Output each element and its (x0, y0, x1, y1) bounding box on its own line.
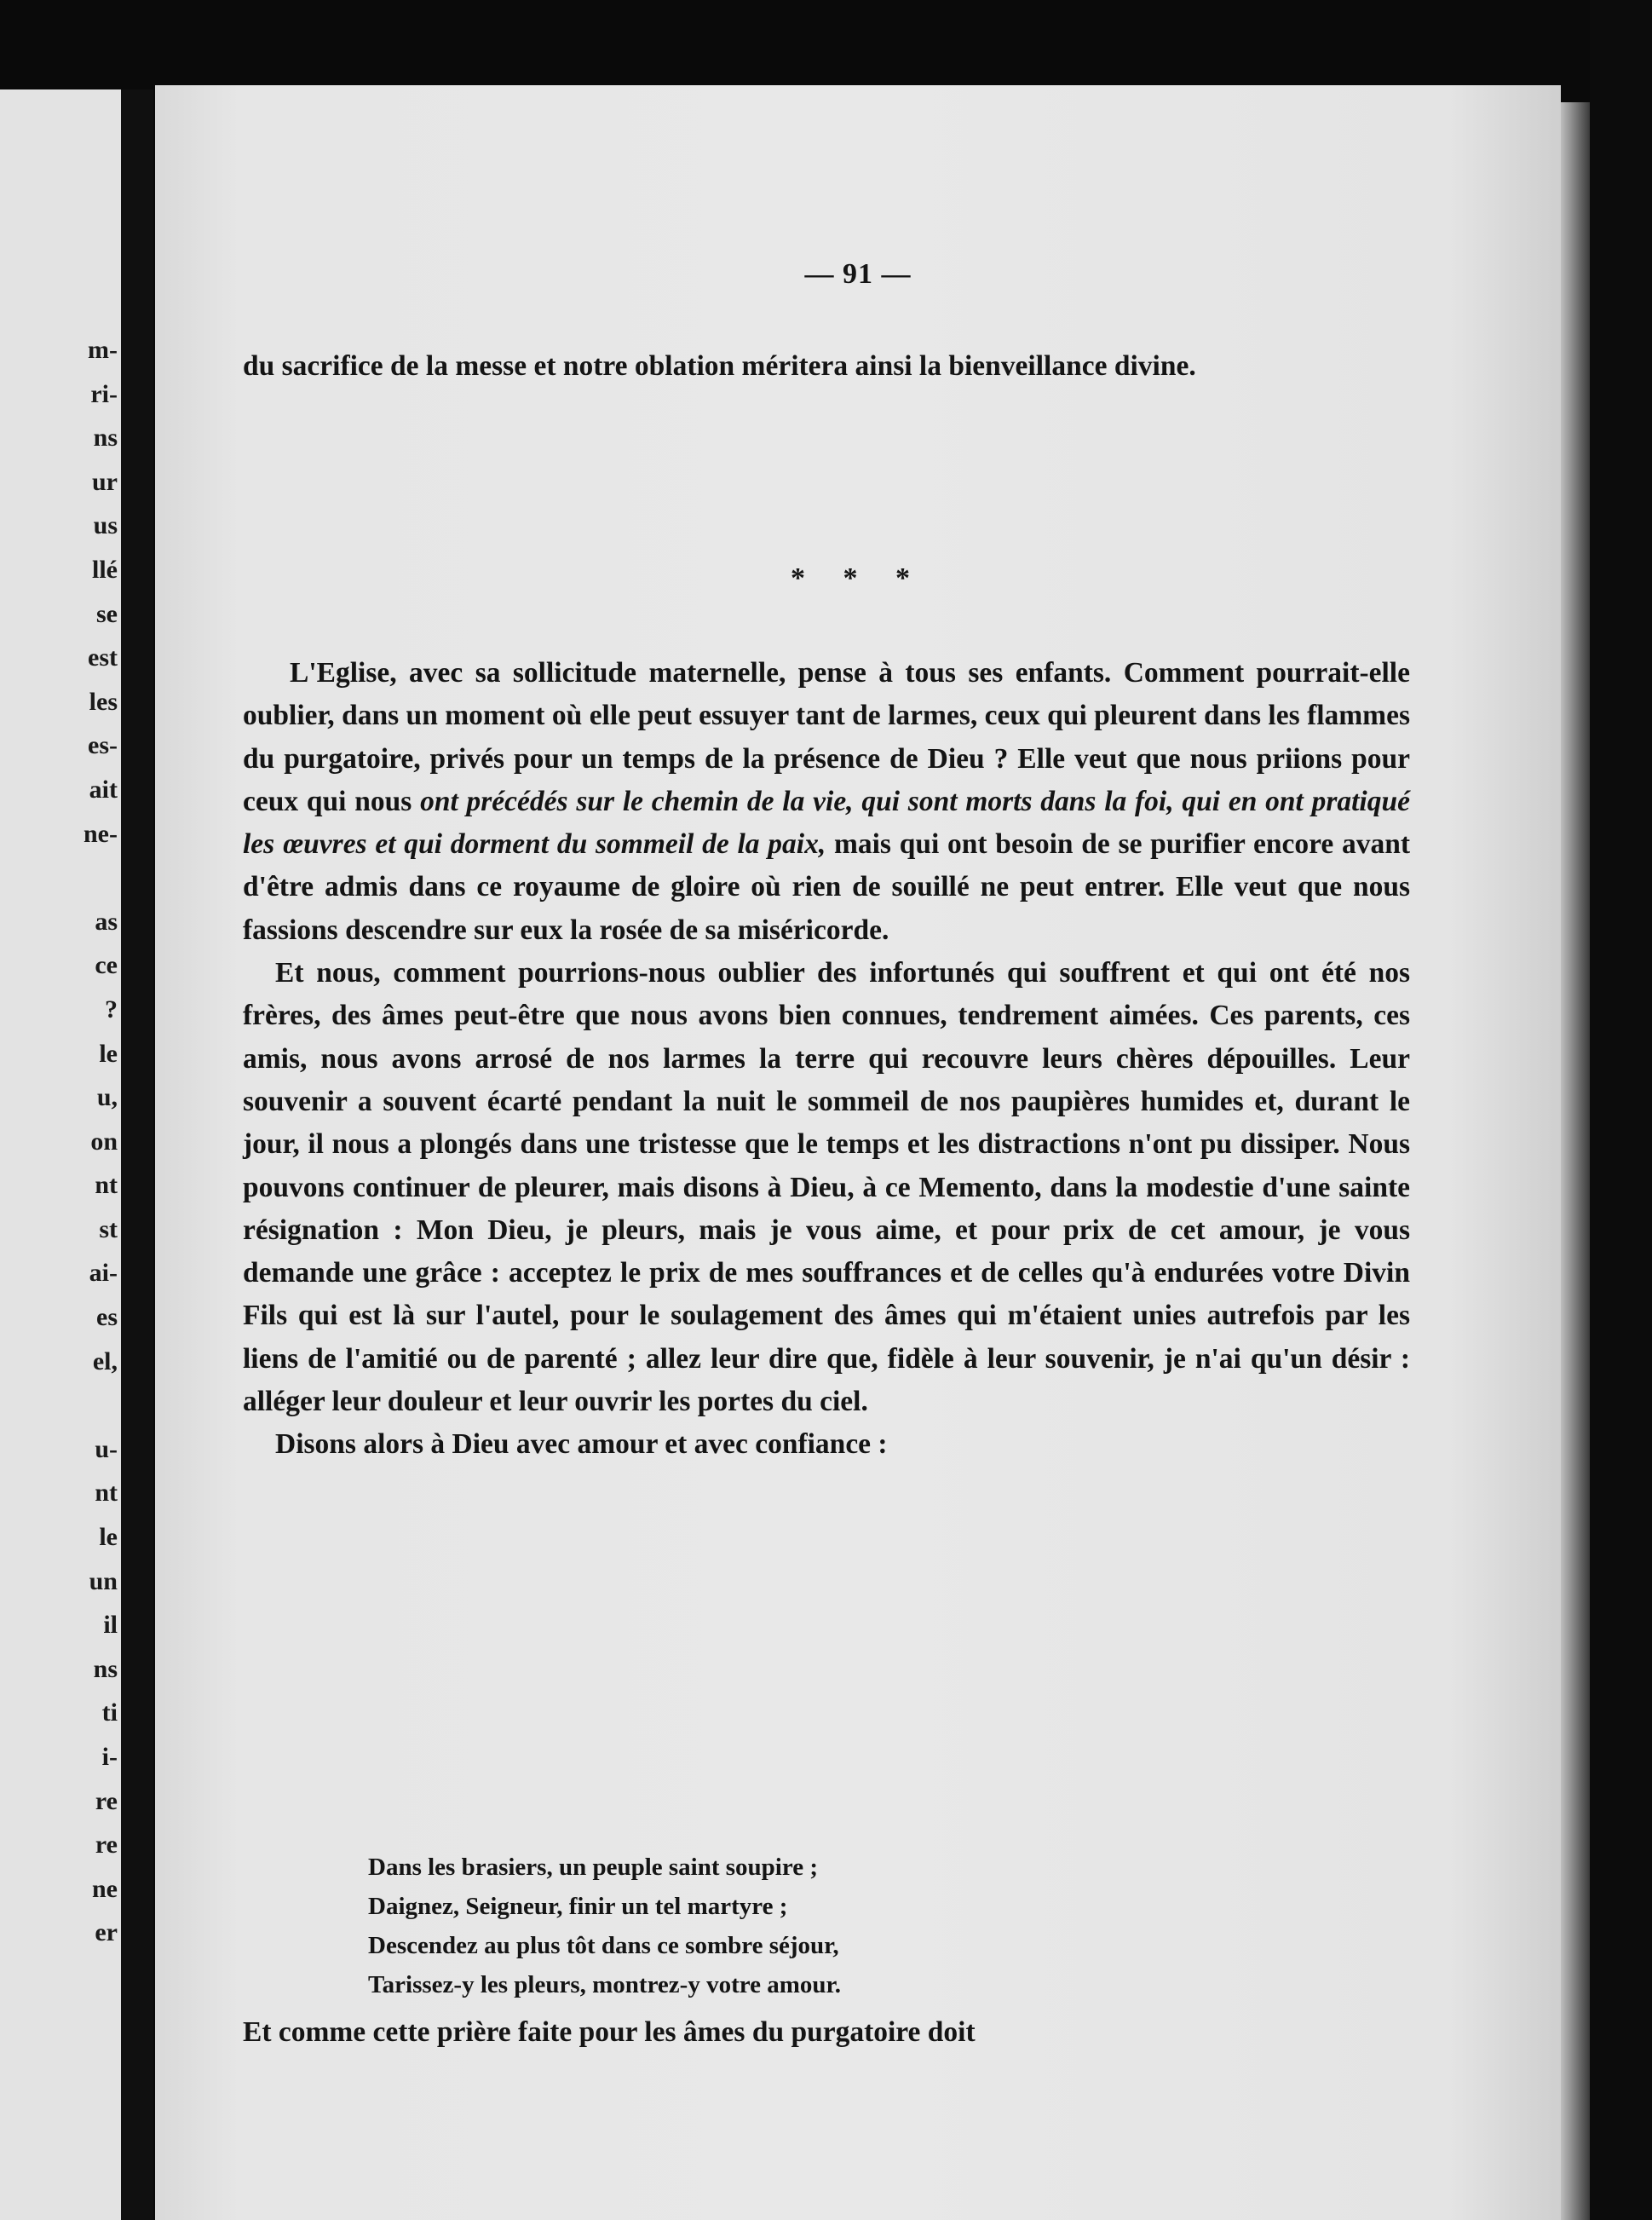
left-page-fragment (83, 856, 118, 900)
intro-text: du sacrifice de la messe et notre oblation méritera ainsi la bienveillance divine. (243, 350, 1196, 382)
left-page-fragment: es (96, 1303, 118, 1332)
left-page-fragment: ti (101, 1698, 118, 1727)
left-page-fragment: re (95, 1831, 118, 1860)
left-page-fragment: us (93, 511, 118, 540)
scan-background-right (1590, 0, 1652, 2220)
left-page-fragment: m- (88, 336, 118, 364)
left-page-fragment: se (96, 599, 118, 628)
left-page-fragment (83, 1383, 118, 1427)
left-page-fragment: ce (95, 951, 118, 980)
left-page-fragment: ne- (83, 819, 118, 848)
left-page-fragment: u, (96, 1083, 118, 1112)
left-page-fragment: nt (95, 1171, 118, 1200)
page-number: — 91 — (804, 258, 912, 290)
left-page-fragment: il (103, 1611, 118, 1640)
left-page-fragment: nt (95, 1479, 118, 1508)
left-page-fragment: llé (92, 555, 118, 584)
paragraph-eglise (243, 652, 1410, 952)
left-page-fragment: el, (92, 1346, 118, 1375)
left-page-fragment: ri- (90, 379, 118, 408)
verse-stanza (368, 1848, 841, 2004)
left-page-fragment: as (95, 907, 118, 936)
left-page-fragment: er (95, 1918, 118, 1947)
book-gutter (121, 89, 153, 2220)
paragraph-et-nous: Et nous, comment pourrions-nous oublier des infortunés qui souffrent et qui ont été nos frères, des âmes peut-être que nous avons bien connues, tendrement aimées. Ces parents, ces amis, nous avons arrosé de nos larmes la terre qui recouvre leurs chères dépouilles. Leur souvenir a souvent écarté pendant la nuit le sommeil de nos paupières humides et, durant le jour, il nous a plongés dans une tristesse que le temps et les distractions n'ont pu dissiper. Nous pouvons continuer de pleurer, mais disons à Dieu, à ce Memento, dans la modestie d'une sainte résignation : Mon Dieu, je pleurs, mais je vous aime, et pour prix de cet amour, je vous demande une grâce : acceptez le prix de mes souffrances et de celles qu'à endurées votre Divin Fils qui est là sur l'autel, pour le soulagement des âmes qui m'étaient unies autrefois par les liens de l'amitié ou de parenté ; allez leur dire que, fidèle à leur souvenir, je n'ai qu'un désir : alléger leur douleur et leur ouvrir les portes du ciel. (243, 957, 1410, 1418)
left-page-fragment: ne (92, 1874, 118, 1903)
left-page-fragment: ai- (89, 1259, 118, 1288)
page-edge-shadow (1561, 102, 1590, 2220)
verse-line: Daignez, Seigneur, finir un tel martyre ; (368, 1893, 788, 1920)
paragraph-eglise-start: L'Eglise, avec sa sollicitude maternelle, pense à tous ses enfants. Comment pourrait-elle oublier, dans un moment où elle peut essuyer tant de larmes, ceux qui pleurent dans les flammes du purgatoire, privés pour un temps de la présence de Dieu ? Elle veut que nous priions pour ceux qui nous (243, 657, 1410, 817)
left-page-fragment: est (88, 643, 118, 672)
left-page-fragment: on (90, 1127, 118, 1156)
left-page-fragment: u- (95, 1434, 118, 1463)
left-page-fragment: le (99, 1523, 118, 1552)
left-page-fragment: i- (101, 1743, 118, 1771)
left-page-fragment: es- (88, 731, 118, 760)
left-page-fragment: ns (93, 424, 118, 453)
paragraph-eglise-end: mais qui ont besoin de se purifier encore avant d'être admis dans ce royaume de gloire où rien de souillé ne peut entrer. Elle veut que nous fassions descendre sur eux la rosée de sa miséricorde. (243, 828, 1410, 946)
verse-line: Tarissez-y les pleurs, montrez-y votre amour. (368, 1971, 841, 1998)
body-text (243, 652, 1410, 1467)
verse-line: Descendez au plus tôt dans ce sombre séjour, (368, 1932, 839, 1959)
left-page-fragment: re (95, 1786, 118, 1815)
left-page-text-fragments (83, 328, 118, 1955)
left-page-fragment: ns (93, 1654, 118, 1683)
main-page (155, 85, 1561, 2220)
verse-line: Dans les brasiers, un peuple saint soupire ; (368, 1854, 818, 1881)
left-page-fragment: le (99, 1039, 118, 1068)
paragraph-disons: Disons alors à Dieu avec amour et avec confiance : (275, 1428, 888, 1461)
section-asterism: * * * (791, 562, 925, 594)
intro-paragraph (243, 345, 1410, 388)
left-facing-page (0, 89, 121, 2220)
left-page-fragment: un (89, 1566, 118, 1595)
paragraph-eglise-italic: ont précédés sur le chemin de la vie, qui sont morts dans la foi, qui en ont pratiqué les œuvres et qui dorment du sommeil de la paix, (243, 785, 1410, 861)
left-page-fragment: ait (89, 775, 118, 804)
left-page-fragment: les (89, 687, 118, 716)
continuation-line: Et comme cette prière faite pour les âmes du purgatoire doit (243, 2016, 976, 2048)
left-page-fragment: st (99, 1214, 118, 1243)
left-page-fragment: ? (105, 995, 118, 1024)
left-page-fragment: ur (92, 467, 118, 496)
